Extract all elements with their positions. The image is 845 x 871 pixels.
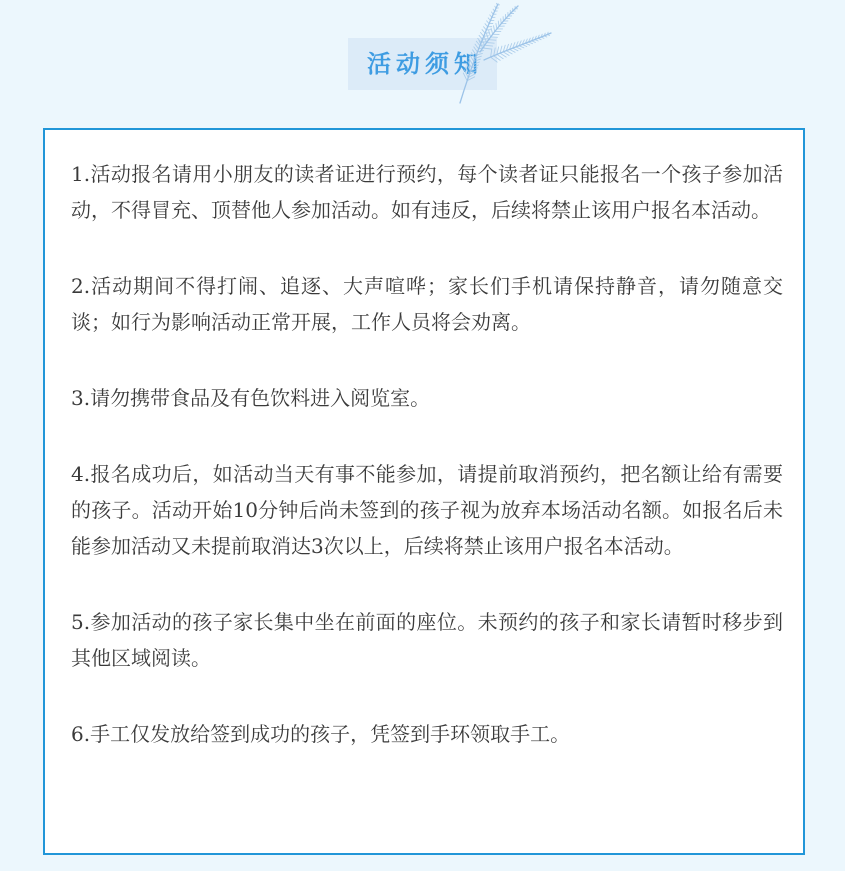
notice-item-1: 1.活动报名请用小朋友的读者证进行预约，每个读者证只能报名一个孩子参加活动，不得冒充、顶替他人参加活动。如有违反，后续将禁止该用户报名本活动。 (71, 162, 783, 222)
pine-branch-icon (450, 0, 560, 105)
notice-item-3: 3.请勿携带食品及有色饮料进入阅览室。 (71, 386, 431, 410)
page-title: 活动须知 (367, 51, 483, 78)
notice-item-5: 5.参加活动的孩子家长集中坐在前面的座位。未预约的孩子和家长请暂时移步到其他区域阅读。 (71, 610, 783, 670)
notice-box (43, 128, 805, 855)
notice-item-6: 6.手工仅发放给签到成功的孩子，凭签到手环领取手工。 (71, 722, 571, 746)
notice-item-4: 4.报名成功后，如活动当天有事不能参加，请提前取消预约，把名额让给有需要的孩子。活动开始10分钟后尚未签到的孩子视为放弃本场活动名额。如报名后未能参加活动又未提前取消达3次以上，后续将禁止该用户报名本活动。 (71, 462, 783, 558)
notice-item-2: 2.活动期间不得打闹、追逐、大声喧哗；家长们手机请保持静音，请勿随意交谈；如行为影响活动正常开展，工作人员将会劝离。 (71, 274, 783, 334)
